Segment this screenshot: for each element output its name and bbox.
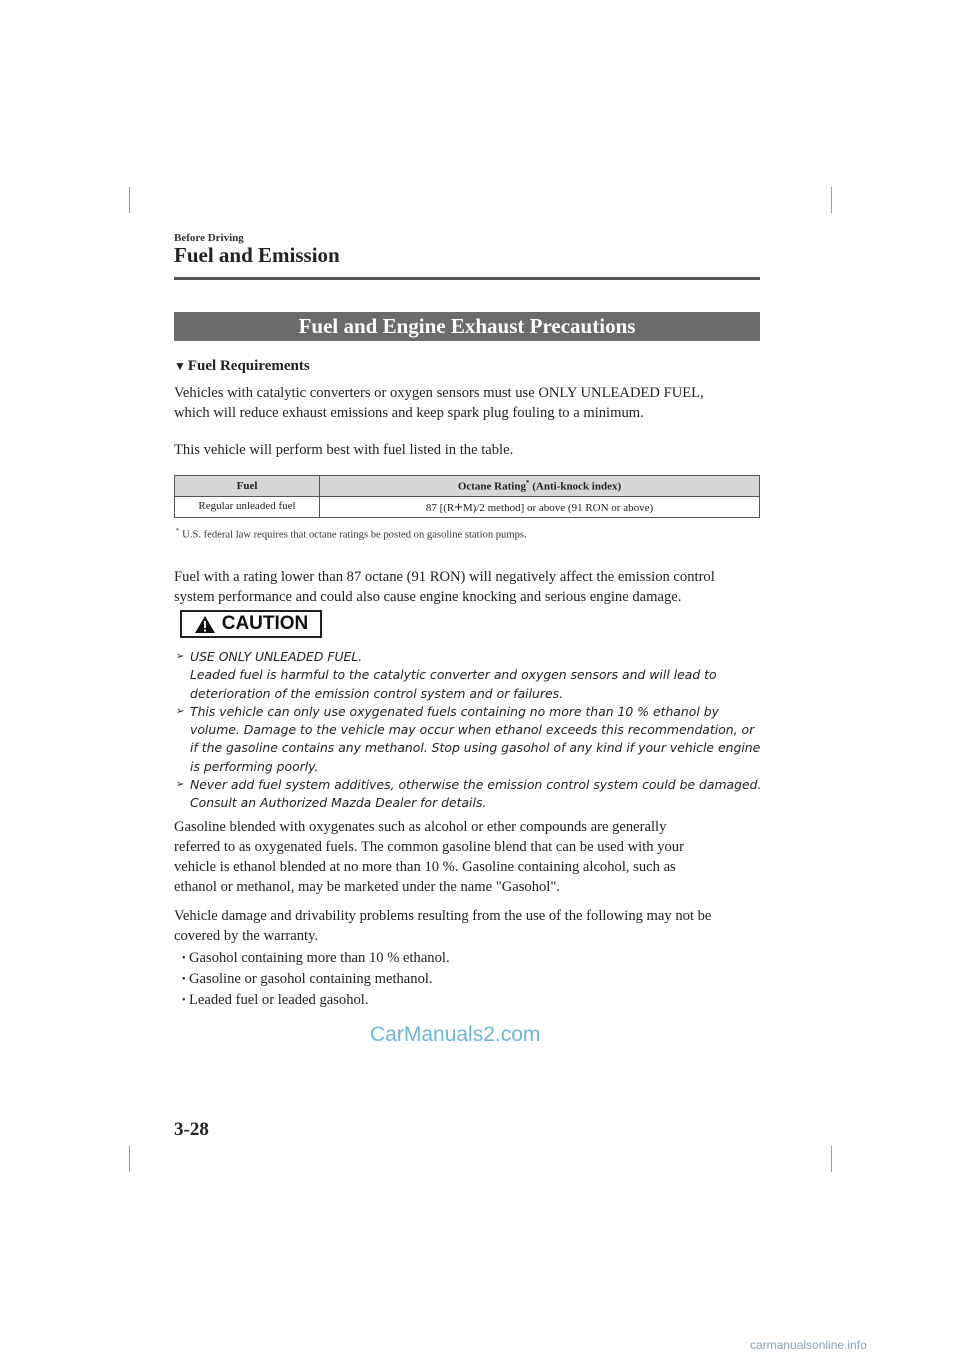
crop-mark [129,187,130,213]
caution-item [174,648,764,703]
bullet-dot-icon: • [182,995,186,1006]
subheading-text: Fuel Requirements [187,358,310,374]
table-header-fuel: Fuel [175,476,320,497]
table-header-octane [320,476,760,497]
text-line: covered by the warranty. [174,928,319,944]
caution-item [174,776,764,813]
octane-text: M)/2 method] or above (91 RON or above) [462,501,654,514]
watermark-carmanuals2: CarManuals2.com [370,1023,541,1046]
arrow-bullet-icon: ➢ [176,779,185,791]
crop-mark [129,1146,130,1172]
caution-line: volume. Damage to the vehicle may occur when ethanol exceeds this recommendation, or [190,722,755,738]
text-line: Gasoline blended with oxygenates such as alcohol or ether compounds are generally [174,819,667,835]
footnote-mark: * [176,527,180,535]
paragraph-unleaded [174,383,764,423]
caution-label [180,610,322,638]
bullet-list [182,948,450,1011]
caution-list [174,648,764,813]
table-cell-octane [320,496,760,517]
caution-item [174,703,764,776]
list-item [182,948,450,969]
text-line: which will reduce exhaust emissions and keep spark plug fouling to a minimum. [174,405,644,421]
warning-triangle-icon [194,615,216,634]
paragraph-octane-warning [174,567,764,607]
paragraph-table-intro: This vehicle will perform best with fuel listed in the table. [174,442,514,458]
crop-mark [831,1146,832,1172]
plus-icon: + [454,499,463,516]
section-banner: Fuel and Engine Exhaust Precautions [174,312,760,341]
crop-mark [831,187,832,213]
triangle-down-icon: ▼ [174,359,186,373]
caution-line: This vehicle can only use oxygenated fuels containing no more than 10 % ethanol by [190,703,719,719]
caution-line: Never add fuel system additives, otherwise the emission control system could be damaged. [190,777,762,793]
text-line: Fuel with a rating lower than 87 octane (91 RON) will negatively affect the emission control [174,569,715,585]
caution-line: deterioration of the emission control system and or failures. [190,685,564,701]
caution-line: is performing poorly. [190,758,319,774]
table-row [175,496,760,517]
arrow-bullet-icon: ➢ [176,651,185,662]
caution-text: CAUTION [221,613,309,634]
section-title: Before Driving [174,232,244,244]
chapter-title: Fuel and Emission [174,243,340,267]
table-cell-fuel: Regular unleaded fuel [175,496,320,517]
list-item-text: Gasohol containing more than 10 % ethanol. [189,950,450,966]
paragraph-warranty [174,906,764,946]
caution-line: if the gasoline contains any methanol. Stop using gasohol of any kind if your vehicle engine [190,740,761,756]
footnote-mark: * [525,479,530,487]
footnote-text: U.S. federal law requires that octane ratings be posted on gasoline station pumps. [182,529,527,541]
table-footnote [176,527,527,541]
bullet-dot-icon: • [182,953,186,964]
paragraph-gasohol [174,817,764,897]
caution-line: USE ONLY UNLEADED FUEL. [190,649,363,664]
caution-line: Consult an Authorized Mazda Dealer for details. [190,795,487,811]
list-item [182,990,450,1011]
text-line: Vehicle damage and drivability problems resulting from the use of the following may not be [174,908,712,924]
page-number: 3-28 [174,1119,209,1140]
table-header-row [175,476,760,497]
fuel-table [174,475,760,518]
arrow-bullet-icon: ➢ [176,705,185,717]
octane-header-text: Octane Rating [457,480,526,493]
list-item [182,969,450,990]
octane-text: 87 [(R [425,501,455,514]
watermark-carmanualsonline: carmanualsonline.info [750,1338,867,1352]
text-line: referred to as oxygenated fuels. The common gasoline blend that can be used with your [174,839,684,855]
header-rule [174,277,760,280]
text-line: vehicle is ethanol blended at no more than 10 %. Gasoline containing alcohol, such as [174,859,676,875]
text-line: ethanol or methanol, may be marketed under the name "Gasohol". [174,879,560,895]
text-line: system performance and could also cause engine knocking and serious engine damage. [174,589,682,605]
bullet-dot-icon: • [182,974,186,985]
list-item-text: Gasoline or gasohol containing methanol. [189,971,433,987]
text-line: Vehicles with catalytic converters or oxygen sensors must use ONLY UNLEADED FUEL, [174,385,704,401]
octane-header-suffix: (Anti-knock index) [529,480,622,493]
caution-line: Leaded fuel is harmful to the catalytic converter and oxygen sensors and will lead to [190,667,717,683]
list-item-text: Leaded fuel or leaded gasohol. [189,992,369,1008]
subheading [174,358,310,375]
